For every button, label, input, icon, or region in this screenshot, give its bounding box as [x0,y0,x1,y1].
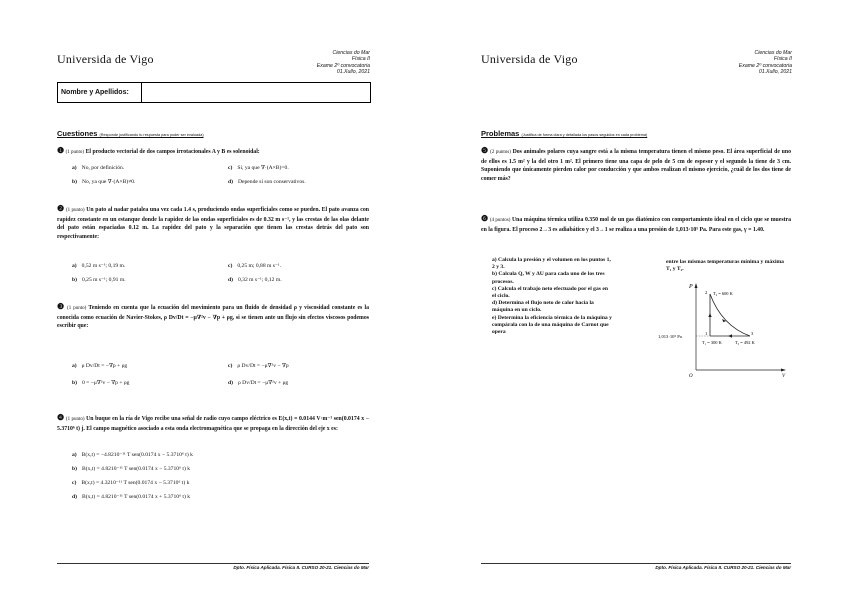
cuestiones-note: (Responde justificando tu respuesta para poder ser evaluada) [99,133,204,137]
question-points: (1 punto) [65,417,85,422]
problem-marker: ❻ [481,214,489,223]
q2-option-a[interactable]: a) 0,52 m s⁻¹; 0,19 m. [72,263,126,269]
q3-option-c[interactable]: c) ρ Dv/Dt = −μ∇²v − ∇p [228,363,289,369]
option-text: ρ Dv/Dt = −μ∇²v − ∇p [237,363,289,369]
question-marker: ❷ [57,204,65,213]
q1-option-c[interactable]: c) Sí, ya que ∇·(A×B)=0. [228,165,289,171]
q4-option-b[interactable]: b) B(x,t) = 4.8210⁻¹¹ T sen(0.0174 x − 5.3710⁶ t) k [72,466,191,472]
problemas-note: (Justifica de forma clara y detallada los pasos seguidos en cada problema) [521,133,648,137]
university-logo-right: Universida de Vigo [481,52,578,66]
option-text: B(x,t) = −4.8210⁻¹¹ T sen(0.0174 x − 5.3710⁶ t) k [81,452,193,458]
q1-option-a[interactable]: a) No, por definición. [72,165,125,171]
header-line: Exame 2º convocatoria [316,62,370,69]
header-line: 01.Xullo, 2021 [336,68,370,75]
question-text: Teniendo en cuenta que la ecuación del movimiento para un fluido de densidad ρ y viscosidad constante es la conocida como ecuación de Navier-Stokes, ρ Dv/Dt = −μ∇²v − ∇p + ρg, si se tienen ante un flujo sin efectos viscosos podemos escribir que: [57,305,369,330]
p-axis-label: P [689,284,693,290]
cuestiones-title [57,129,204,138]
arrow-3-1 [728,334,732,337]
problem-item: b) Calcula Q, W y ΔU para cada uno de los tres procesos. [492,271,605,285]
option-text: B(x,t) = 4.3210⁻¹¹ T sen(0.0174 x − 5.3710⁶ t) k [81,480,190,486]
exam-header-right [712,50,792,75]
problem-1 [481,147,791,183]
point-1-label: 1 [705,331,708,336]
problem-item: c) Calcula el trabajo neto efectuado por el gas en el ciclo. [492,285,608,300]
q3-option-b[interactable]: b) 0 = −μ∇²v − ∇p + ρg [72,380,130,386]
v-arrow [781,369,786,372]
q4-option-a[interactable]: a) B(x,t) = −4.8210⁻¹¹ T sen(0.0174 x − 5.3710⁶ t) k [72,452,193,458]
origin-label: O [689,374,693,379]
header-line: Ciencias do Mar [754,50,792,56]
pv-diagram [656,280,790,380]
option-text: 0,52 m s⁻¹; 0,19 m. [81,263,126,269]
header-line: 01.Xullo, 2021 [758,68,792,75]
question-text: Un buque en la ría de Vigo recibe una señal de radio cuyo campo eléctrico es E(x,t) = 0.0144 V·m⁻¹ sen(0.0174 x − 5.3710⁶ t) j. El campo magnético asociado a esta onda electromagnética que se propaga en la dirección del eje x es: [57,416,369,432]
header-line: Exame 2º convocatoria [738,62,792,69]
q2-option-b[interactable]: b) 0,25 m s⁻¹; 0,91 m. [72,277,126,283]
option-text: B(x,t) = 4.8210⁻¹¹ T sen(0.0174 x − 5.3710⁶ t) k [81,466,191,472]
question-marker: ❹ [57,413,65,422]
question-points: (1 punto) [65,150,85,155]
q2-option-c[interactable]: c) 0,25 m; 0,88 m s⁻¹. [228,263,281,269]
question-text: Un pato al nadar patalea una vez cada 1.4 s, produciendo ondas superficiales como se pueden. El pato avanza con rapidez constante en un estanque donde la rapidez de las ondas superficiales es de 0.32 m s⁻¹, y las crestas de las olas delante del pato están espaciadas 0.12 m. La rapidez del pato y la separación que tienen las crestas detrás del pato son respectivamente: [57,207,370,240]
q3-option-a[interactable]: a) ρ Dv/Dt = −∇p + ρg [72,363,128,369]
problemas-title [481,129,647,138]
q1-option-d[interactable]: d) Depende si son conservativos. [228,179,306,185]
footer-rule-right [481,563,791,564]
q1-option-b[interactable]: b) No, ya que ∇·(A×B)≠0. [72,179,136,185]
t2-label: T₂ = 600 K [713,291,733,296]
problem-item: a) Calcula la presión y el volumen en los puntos 1, 2 y 3. [492,257,611,271]
question-marker: ❸ [57,302,65,311]
exam-header-left [290,50,370,75]
problemas-heading: Problemas [481,129,520,138]
process-2-3 [710,294,750,336]
v-axis-label: V [782,374,786,379]
question-text: El producto vectorial de dos campos irrotacionales A y B es solenoidal: [85,149,260,155]
point-2-label: 2 [705,290,708,295]
point-3-label: 3 [751,331,754,336]
problem-item: e) Determina la eficiencia térmica de la máquina y compárala con la de una máquina de Carnot que opera [492,314,612,336]
problem-points: (2 puntos) [490,150,511,155]
footer-right: Dpto. Física Aplicada. Física II. CURSO 20-21. Ciencias do Mar [655,565,791,570]
problem-text: Dos animales polares cuya sangre está a la misma temperatura tienen el mismo peso. El área superficial de uno de ellos es 1.5 m² y la del otro 1 m². El primero tiene una capa de pelo de 5 cm de espesor y el segundo la tiene de 3 cm. Suponiendo que únicamente pierden calor por conducción y que ambos realizan el mismo ejercicio, ¿cuál de los dos tiene de comer más? [481,149,791,182]
problem-text: Una máquina térmica utiliza 0.350 mol de un gas diatómico con comportamiento ideal en el ciclo que se muestra en la figura. El proceso 2→3 es adiabático y el 3→1 se realiza a una presión de 1,013·10⁵ Pa. Para este gas, γ = 1.40. [481,217,792,233]
q4-option-d[interactable]: d) B(x,t) = 4.8210⁻¹¹ T sen(0.0174 x + 5.3710⁶ t) k [72,494,191,500]
name-label: Nombre y Apellidos: [58,83,142,102]
t3-label: T₃ = 492 K [735,340,755,345]
name-box[interactable] [57,82,371,103]
question-3 [57,303,369,331]
option-text: 0,25 m s⁻¹; 0,91 m. [81,277,126,283]
problem-points: (4 puntos) [489,218,511,223]
problem-2-side-text: entre las mismas temperaturas mínima y máxima T₁ y T₂. [666,259,784,273]
footer-left: Dpto. Física Aplicada. Física II. CURSO 20-21. Ciencias do Mar [233,565,369,570]
option-text: 0,32 m s⁻¹; 0,12 m. [237,277,282,283]
question-marker: ❶ [57,146,65,155]
question-points: (1 punto) [67,306,87,311]
p-arrow [695,283,698,288]
option-text: ρ Dv/Dt = −μ∇²v + ρg [237,380,289,386]
option-text: B(x,t) = 4.8210⁻¹¹ T sen(0.0174 x + 5.3710⁶ t) k [81,494,191,500]
option-text: No, ya que ∇·(A×B)≠0. [81,179,136,185]
arrow-1-2 [708,313,711,317]
option-text: 0,25 m; 0,88 m s⁻¹. [237,263,281,269]
q2-option-d[interactable]: d) 0,32 m s⁻¹; 0,12 m. [228,277,282,283]
question-1 [57,147,369,158]
question-points: (1 punto) [65,208,85,213]
problem-item: d) Determina el flujo neto de calor hacia la máquina en un ciclo. [492,300,594,314]
header-line: Física II [773,56,792,63]
problem-marker: ❺ [481,146,489,155]
header-line: Física II [351,56,370,63]
option-text: ρ Dv/Dt = −∇p + ρg [81,363,128,369]
q4-option-c[interactable]: c) B(x,t) = 4.3210⁻¹¹ T sen(0.0174 x − 5.3710⁶ t) k [72,480,190,486]
option-text: 0 = −μ∇²v − ∇p + ρg [81,380,130,386]
pressure-label: 1,013·10⁵ Pa [658,334,682,339]
problem-2-items [492,257,612,336]
header-line: Ciencias do Mar [332,50,370,56]
option-text: No, por definición. [81,165,125,171]
problem-2 [481,215,791,234]
footer-rule-left [57,563,369,564]
question-2 [57,205,369,241]
option-text: Depende si son conservativos. [237,179,306,185]
cuestiones-heading: Cuestiones [57,129,98,138]
question-4 [57,414,369,433]
q3-option-d[interactable]: d) ρ Dv/Dt = −μ∇²v + ρg [228,380,289,386]
university-logo-left: Universida de Vigo [57,52,154,66]
option-text: Sí, ya que ∇·(A×B)=0. [237,165,289,171]
t1-label: T₁ = 300 K [702,340,722,345]
